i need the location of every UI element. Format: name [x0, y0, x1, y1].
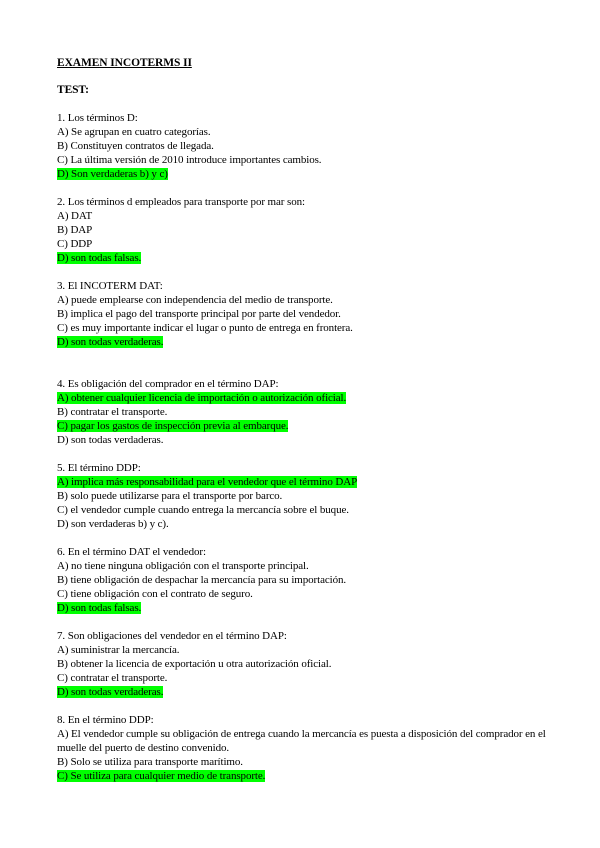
highlighted-answer-text: D) Son verdaderas b) y c)	[57, 168, 168, 180]
answer-option	[57, 125, 557, 139]
answer-text: C) DDP	[57, 238, 93, 250]
answer-option	[57, 643, 557, 657]
answer-option	[57, 237, 557, 251]
answer-text: D) son todas verdaderas.	[57, 434, 164, 446]
question-list	[57, 111, 557, 783]
question-text: 2. Los términos d empleados para transporte por mar son:	[57, 196, 305, 208]
answer-option	[57, 601, 557, 615]
question-text: 6. En el término DAT el vendedor:	[57, 546, 206, 558]
answer-option	[57, 573, 557, 587]
highlighted-answer-text: D) son todas verdaderas.	[57, 336, 164, 348]
answer-option	[57, 671, 557, 685]
question-block	[57, 111, 557, 181]
answer-text: A) DAT	[57, 210, 93, 222]
question-block	[57, 195, 557, 265]
answer-text: B) tiene obligación de despachar la mercancía para su importación.	[57, 574, 347, 586]
answer-text: A) Se agrupan en cuatro categorías.	[57, 126, 211, 138]
answer-option	[57, 167, 557, 181]
answer-option	[57, 139, 557, 153]
answer-option	[57, 559, 557, 573]
answer-text: A) El vendedor cumple su obligación de entrega cuando la mercancía es puesta a disposición del comprador en el muelle del puerto de destino convenido.	[57, 728, 546, 754]
test-heading: TEST:	[57, 84, 89, 96]
answer-option	[57, 223, 557, 237]
answer-text: C) La última versión de 2010 introduce importantes cambios.	[57, 154, 322, 166]
answer-option	[57, 755, 557, 769]
question-block	[57, 461, 557, 531]
answer-text: C) contratar el transporte.	[57, 672, 168, 684]
answer-option	[57, 293, 557, 307]
answer-text: B) implica el pago del transporte principal por parte del vendedor.	[57, 308, 341, 320]
answer-option	[57, 727, 557, 755]
answer-option	[57, 251, 557, 265]
highlighted-answer-text: D) son todas falsas.	[57, 252, 142, 264]
answer-text: A) puede emplearse con independencia del medio de transporte.	[57, 294, 333, 306]
highlighted-answer-text: D) son todas falsas.	[57, 602, 142, 614]
answer-text: B) Constituyen contratos de llegada.	[57, 140, 214, 152]
answer-option	[57, 475, 557, 489]
highlighted-answer-text: C) Se utiliza para cualquier medio de transporte.	[57, 770, 266, 782]
answer-option	[57, 685, 557, 699]
highlighted-answer-text: C) pagar los gastos de inspección previa al embarque.	[57, 420, 289, 432]
answer-text: C) es muy importante indicar el lugar o punto de entrega en frontera.	[57, 322, 353, 334]
answer-text: D) son verdaderas b) y c).	[57, 518, 169, 530]
answer-option	[57, 587, 557, 601]
answer-option	[57, 657, 557, 671]
question-text: 3. El INCOTERM DAT:	[57, 280, 163, 292]
answer-text: C) el vendedor cumple cuando entrega la mercancía sobre el buque.	[57, 504, 349, 516]
question-block	[57, 713, 557, 783]
answer-option	[57, 307, 557, 321]
answer-option	[57, 405, 557, 419]
document-title: EXAMEN INCOTERMS II	[57, 57, 192, 69]
highlighted-answer-text: A) obtener cualquier licencia de importación o autorización oficial.	[57, 392, 347, 404]
answer-option	[57, 321, 557, 335]
question-block	[57, 377, 557, 447]
highlighted-answer-text: A) implica más responsabilidad para el vendedor que el término DAP	[57, 476, 358, 488]
answer-text: B) solo puede utilizarse para el transporte por barco.	[57, 490, 283, 502]
answer-option	[57, 433, 557, 447]
answer-option	[57, 503, 557, 517]
answer-option	[57, 517, 557, 531]
exam-page	[57, 56, 557, 783]
answer-option	[57, 489, 557, 503]
answer-text: B) DAP	[57, 224, 93, 236]
answer-text: A) suministrar la mercancía.	[57, 644, 180, 656]
question-text: 7. Son obligaciones del vendedor en el término DAP:	[57, 630, 287, 642]
question-text: 8. En el término DDP:	[57, 714, 154, 726]
answer-text: B) obtener la licencia de exportación u otra autorización oficial.	[57, 658, 332, 670]
answer-text: B) contratar el transporte.	[57, 406, 168, 418]
answer-text: C) tiene obligación con el contrato de seguro.	[57, 588, 253, 600]
question-block	[57, 545, 557, 615]
question-block	[57, 629, 557, 699]
question-text: 4. Es obligación del comprador en el término DAP:	[57, 378, 279, 390]
answer-option	[57, 153, 557, 167]
highlighted-answer-text: D) son todas verdaderas.	[57, 686, 164, 698]
answer-text: A) no tiene ninguna obligación con el transporte principal.	[57, 560, 309, 572]
answer-option	[57, 391, 557, 405]
answer-text: B) Solo se utiliza para transporte marítimo.	[57, 756, 243, 768]
question-text: 1. Los términos D:	[57, 112, 138, 124]
question-text: 5. El término DDP:	[57, 462, 141, 474]
answer-option	[57, 419, 557, 433]
answer-option	[57, 335, 557, 349]
answer-option	[57, 209, 557, 223]
answer-option	[57, 769, 557, 783]
question-block	[57, 279, 557, 349]
